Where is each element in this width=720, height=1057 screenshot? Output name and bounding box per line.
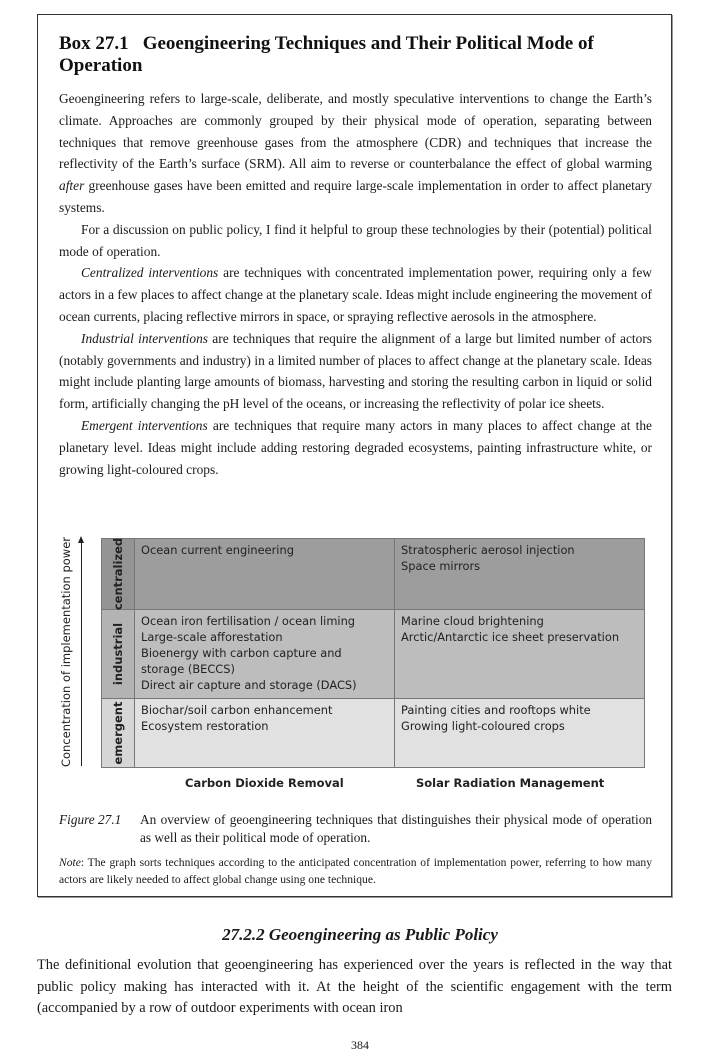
up-arrow-icon [81,540,82,766]
box-paragraph: Centralized interventions are techniques with concentrated implementation power, requiring only a few actors in a few places to affect change at the planetary scale. Ideas might include engineering the movement of ocean currents, placing reflective mirrors in space, or spraying reflective aerosols in the atmosphere. [59,265,652,324]
y-axis-label: Concentration of implementation power [59,536,73,768]
box-body [59,88,652,480]
row-label: centralized [111,537,125,611]
box-number: Box 27.1 [59,33,129,54]
box-paragraph: Geoengineering refers to large-scale, deliberate, and mostly speculative interventions to change the Earth’s climate. Approaches are commonly grouped by their physical mode of operation, separating between techniques that remove greenhouse gases from the atmosphere (CDR) and techniques that increase the reflectivity of the Earth’s surface (SRM). All aim to reverse or counterbalance the effect of global warming after greenhouse gases have been emitted and require large-scale implementation in order to affect planetary systems. [59,91,652,215]
row-industrial [102,610,644,699]
cell-srm: Stratospheric aerosol injection Space mirrors [401,543,575,573]
caption-text: An overview of geoengineering techniques that distinguishes their physical mode of operation as well as their political mode of operation. [140,812,652,845]
figure-caption [59,811,652,847]
box-paragraph: For a discussion on public policy, I find it helpful to group these technologies by their (potential) political mode of operation. [59,221,652,259]
row-centralized [102,539,644,610]
technique-grid [101,538,645,768]
box-title-text: Geoengineering Techniques and Their Political Mode of Operation [59,33,594,76]
row-label: emergent [111,701,125,765]
figure-note: Note: The graph sorts techniques according to the anticipated concentration of implementation power, referring to how many actors are likely needed to affect global change using one technique. [59,856,652,886]
figure-label: Figure 27.1 [59,812,122,827]
geoengineering-diagram [52,530,652,800]
row-emergent [102,699,644,767]
body-text: The definitional evolution that geoengineering has experienced over the years is reflected in the way that public policy making has interacted with it. At the height of the scientific engagement with the term (accompanied by a row of outdoor experiments with ocean iron [37,957,672,1016]
cell-cdr: Biochar/soil carbon enhancement Ecosystem restoration [135,699,395,767]
x-label-cdr: Carbon Dioxide Removal [185,776,344,790]
cell-cdr: Ocean current engineering [135,539,395,609]
box-title [59,33,619,77]
box-paragraph: Emergent interventions are techniques that require many actors in many places to affect change at the planetary level. Ideas might include adding restoring degraded ecosystems, painting infrastructure white, or growing light-coloured crops. [59,417,653,477]
cell-srm: Painting cities and rooftops white Growing light-coloured crops [401,703,591,733]
section-heading: 27.2.2 Geoengineering as Public Policy [222,925,498,944]
x-label-srm: Solar Radiation Management [416,776,605,790]
box-paragraph: Industrial interventions are techniques that require the alignment of a large but limited number of actors (notably governments and industry) in a limited number of places to affect change at the planetary scale. Ideas might include planting large amounts of biomass, harvesting and storing the resulting carbon in liquid or solid form, artificially changing the pH level of the oceans, or increasing the reflectivity of polar ice sheets. [59,330,652,412]
cell-cdr: Ocean iron fertilisation / ocean liming Large-scale afforestation Bioenergy with carbon capture and storage (BECCS) Direct air capture and storage (DACS) [135,610,395,698]
cell-srm: Marine cloud brightening Arctic/Antarctic ice sheet preservation [401,614,620,644]
page-number: 384 [351,1038,369,1052]
row-label: industrial [111,622,125,686]
